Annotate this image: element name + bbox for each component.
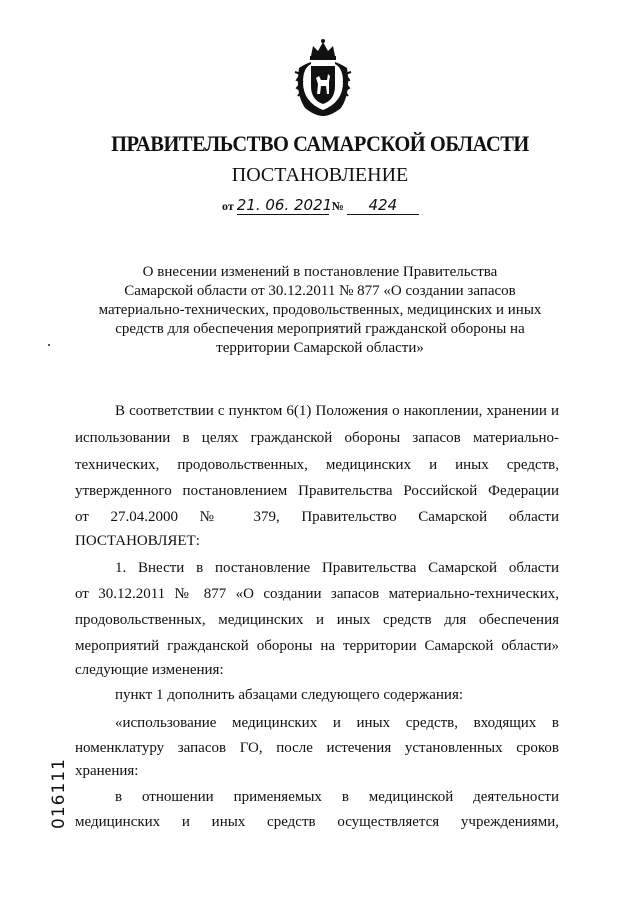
subject-line: Самарской области от 30.12.2011 № 877 «О создании запасов	[124, 283, 516, 299]
number-prefix: №	[331, 199, 344, 213]
body-line: В соответствии с пунктом 6(1) Положения о накоплении, хранении и	[115, 403, 559, 419]
document-subject	[85, 263, 555, 358]
document-date: 21. 06. 2021	[236, 196, 333, 214]
scan-speck	[48, 344, 50, 346]
body-line: мероприятий гражданской обороны на территории Самарской области»	[75, 638, 559, 654]
body-line: от 27.04.2000 № 379, Правительство Самарской области	[75, 509, 559, 525]
subject-line: О внесении изменений в постановление Правительства	[142, 264, 498, 280]
body-line: продовольственных, медицинских и иных средств для обеспечения	[75, 612, 559, 628]
body-line: использовании в целях гражданской обороны запасов материально-	[75, 430, 559, 446]
date-prefix: от	[222, 199, 234, 213]
body-line: в отношении применяемых в медицинской деятельности	[115, 789, 559, 805]
body-line: номенклатуру запасов ГО, после истечения установленных сроков	[75, 740, 559, 756]
subject-line: материально-технических, продовольственных, медицинских и иных	[98, 302, 542, 318]
subject-line: средств для обеспечения мероприятий гражданской обороны на	[115, 321, 525, 337]
body-line: «использование медицинских и иных средств, входящих в	[115, 715, 559, 731]
coat-of-arms-icon	[291, 38, 355, 118]
date-number-line	[222, 196, 419, 215]
document-number: 424	[368, 196, 398, 214]
body-line: пункт 1 дополнить абзацами следующего содержания:	[115, 687, 464, 703]
serial-number	[44, 758, 69, 832]
body-line: утвержденного постановлением Правительства Российской Федерации	[75, 483, 559, 499]
organization-title: ПРАВИТЕЛЬСТВО САМАРСКОЙ ОБЛАСТИ	[111, 131, 529, 156]
body-line: следующие изменения:	[75, 662, 224, 678]
document-type: ПОСТАНОВЛЕНИЕ	[231, 164, 409, 186]
body-line: 1. Внести в постановление Правительства Самарской области	[115, 560, 559, 576]
serial-number-text: 016111	[49, 758, 69, 829]
subject-line: территории Самарской области»	[216, 340, 424, 356]
body-line: медицинских и иных средств осуществляется учреждениями,	[75, 814, 559, 830]
body-line: от 30.12.2011 № 877 «О создании запасов материально-технических,	[75, 586, 559, 602]
body-line: хранения:	[75, 763, 139, 779]
body-line: технических, продовольственных, медицинских и иных средств,	[75, 457, 559, 473]
body-line-decree: ПОСТАНОВЛЯЕТ:	[75, 533, 200, 549]
